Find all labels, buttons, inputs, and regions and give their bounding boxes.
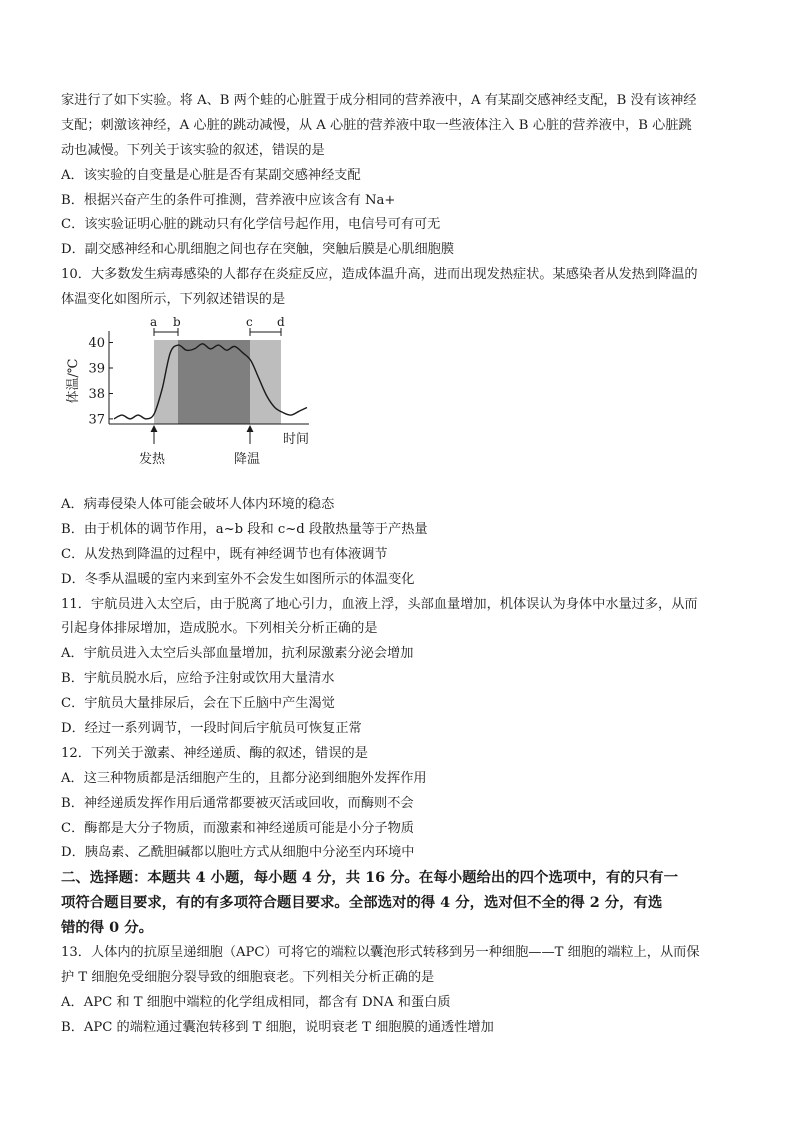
q11-option-b: B．宇航员脱水后，应给予注射或饮用大量清水: [61, 671, 335, 687]
x-axis-label: 时间: [283, 432, 310, 448]
q10-option-d: D．冬季从温暖的室内来到室外不会发生如图所示的体温变化: [61, 571, 415, 587]
q10-stem-line: 体温变化如图所示，下列叙述错误的是: [61, 292, 286, 308]
fever-arrow-icon: [151, 425, 158, 432]
segment-label-d: d: [277, 315, 285, 330]
q9-option-a: A．该实验的自变量是心脏是否有某副交感神经支配: [61, 167, 361, 183]
question-11: [61, 593, 737, 742]
cooling-arrow-icon: [247, 425, 254, 432]
section-2-line: 错的得 0 分。: [61, 919, 153, 937]
q12-option-b: B．神经递质发挥作用后通常都要被灭活或回收，而酶则不会: [61, 795, 414, 811]
page-content: [61, 89, 737, 1041]
segment-c-d-band: [250, 340, 281, 424]
y-tick-label: 37: [88, 412, 105, 428]
q11-option-c: C．宇航员大量排尿后，会在下丘脑中产生渴觉: [61, 696, 335, 712]
segment-label-c: c: [246, 315, 253, 330]
question-10: [61, 263, 737, 592]
q13-stem-line: 13．人体内的抗原呈递细胞（APC）可将它的端粒以囊泡形式转移到另一种细胞——T 细胞的端粒上，从而保: [61, 945, 700, 961]
segment-label-b: b: [173, 315, 181, 330]
section-2-heading: [61, 866, 737, 941]
q12-option-c: C．酶都是大分子物质，而激素和神经递质可能是小分子物质: [61, 820, 414, 836]
question-13: [61, 941, 737, 1041]
y-tick-label: 40: [88, 336, 105, 352]
fever-band: [178, 340, 250, 424]
q13-option-b: B．APC 的端粒通过囊泡转移到 T 细胞，说明衰老 T 细胞膜的通透性增加: [61, 1019, 494, 1035]
q9-stem-line: 支配；刺激该神经，A 心脏的跳动减慢，从 A 心脏的营养液中取一些液体注入 B 心脏的营养液中，B 心脏跳: [61, 117, 692, 133]
q9-stem-line: 动也减慢。下列关于该实验的叙述，错误的是: [61, 142, 325, 158]
section-2-line: 项符合题目要求，有的有多项符合题目要求。全部选对的得 4 分，选对但不全的得 2 分，有选: [61, 894, 663, 912]
question-9: [61, 89, 737, 263]
y-tick-label: 39: [88, 361, 105, 377]
y-axis-label: 体温/℃: [66, 358, 81, 404]
q11-option-a: A．宇航员进入太空后头部血量增加，抗利尿激素分泌会增加: [61, 646, 414, 662]
q12-option-d: D．胰岛素、乙酰胆碱都以胞吐方式从细胞中分泌至内环境中: [61, 845, 415, 861]
section-2-line: 二、选择题：本题共 4 小题，每小题 4 分，共 16 分。在每小题给出的四个选项中，有的只有一: [61, 869, 678, 887]
question-12: [61, 742, 737, 866]
q10-stem-line: 10．大多数发生病毒感染的人都存在炎症反应，造成体温升高，进而出现发热症状。某感染者从发热到降温的: [61, 267, 698, 283]
segment-a-b-band: [154, 340, 178, 424]
q9-stem-line: 家进行了如下实验。将 A、B 两个蛙的心脏置于成分相同的营养液中，A 有某副交感神经支配，B 没有该神经: [61, 93, 697, 108]
q10-option-b: B．由于机体的调节作用，a~b 段和 c~d 段散热量等于产热量: [61, 521, 428, 537]
y-tick-label: 38: [88, 387, 105, 403]
q11-stem-line: 引起身体排尿增加，造成脱水。下列相关分析正确的是: [61, 621, 378, 637]
fever-label: 发热: [139, 452, 166, 468]
q10-option-c: C．从发热到降温的过程中，既有神经调节也有体液调节: [61, 546, 388, 562]
q10-option-a: A．病毒侵染人体可能会破坏人体内环境的稳态: [61, 497, 335, 513]
cooling-label: 降温: [234, 452, 261, 468]
q9-option-d: D．副交感神经和心肌细胞之间也存在突触，突触后膜是心肌细胞膜: [61, 242, 455, 258]
body-temperature-chart: [61, 313, 737, 493]
q9-option-c: C．该实验证明心脏的跳动只有化学信号起作用，电信号可有可无: [61, 217, 441, 233]
q13-stem-line: 护 T 细胞免受细胞分裂导致的细胞衰老。下列相关分析正确的是: [61, 969, 435, 985]
q12-stem-line: 12．下列关于激素、神经递质、酶的叙述，错误的是: [61, 745, 368, 761]
q13-option-a: A．APC 和 T 细胞中端粒的化学组成相同，都含有 DNA 和蛋白质: [61, 994, 451, 1010]
segment-label-a: a: [150, 315, 158, 330]
q9-option-b: B．根据兴奋产生的条件可推测，营养液中应该含有 Na+: [61, 192, 396, 208]
q11-option-d: D．经过一系列调节，一段时间后宇航员可恢复正常: [61, 721, 362, 737]
q12-option-a: A．这三种物质都是活细胞产生的，且都分泌到细胞外发挥作用: [61, 770, 427, 786]
temperature-chart-svg: [61, 313, 737, 493]
q11-stem-line: 11．宇航员进入太空后，由于脱离了地心引力，血液上浮，头部血量增加，机体误认为身体中水量过多，从而: [61, 596, 698, 612]
